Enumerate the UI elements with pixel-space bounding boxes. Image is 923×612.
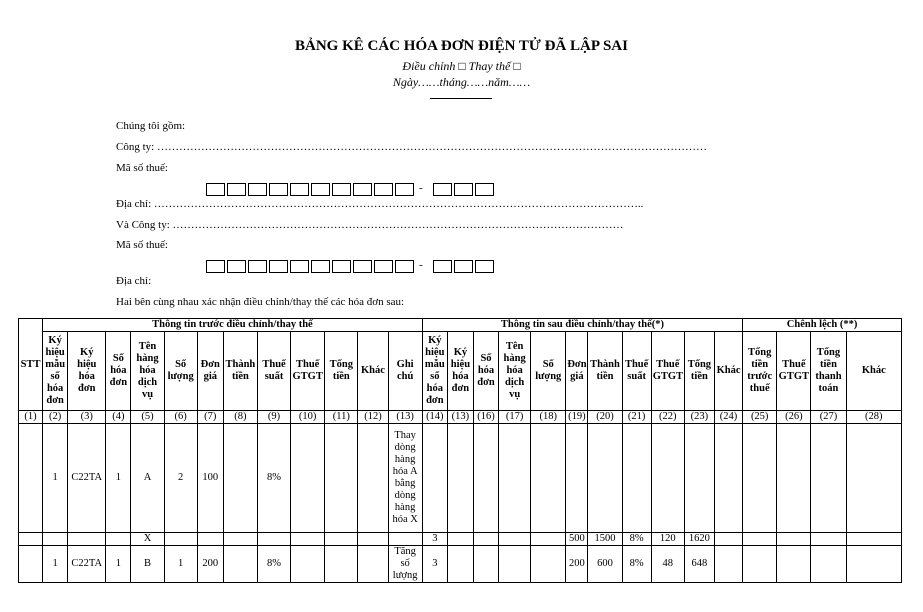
table-cell: 1 [43, 424, 68, 533]
tax-code-branch-boxes-a[interactable] [433, 183, 496, 196]
table-cell [291, 533, 325, 546]
column-header: Thuế GTGT [651, 332, 684, 411]
table-cell: 120 [651, 533, 684, 546]
column-header: Ký hiệu hóa đơn [68, 332, 106, 411]
column-header: Khác [358, 332, 388, 411]
address-a-line[interactable]: Địa chỉ: …………………………………………………………………………………………………………………….. [116, 198, 644, 210]
column-number-cell: (22) [651, 411, 684, 424]
table-cell [622, 424, 651, 533]
table-cell [811, 546, 846, 583]
table-cell [714, 533, 742, 546]
table-body [19, 411, 902, 583]
column-number-cell: (7) [197, 411, 223, 424]
table-cell: 8% [622, 533, 651, 546]
table-cell [291, 546, 325, 583]
table-cell [106, 533, 131, 546]
table-cell: 2 [164, 424, 197, 533]
column-header: Thành tiền [588, 332, 622, 411]
table-cell: 8% [257, 424, 290, 533]
column-number-cell: (13) [447, 411, 473, 424]
table-cell [743, 533, 777, 546]
tax-code-boxes-a[interactable] [206, 183, 416, 196]
table-cell: X [131, 533, 164, 546]
column-number-cell: (24) [714, 411, 742, 424]
table-cell [257, 533, 290, 546]
table-cell [777, 546, 811, 583]
table-cell: 48 [651, 546, 684, 583]
agreement-text: Hai bên cùng nhau xác nhận điều chỉnh/thay thế các hóa đơn sau: [116, 296, 405, 308]
column-header: Tên hàng hóa dịch vụ [499, 332, 531, 411]
table-row [19, 546, 902, 583]
table-cell: 8% [622, 546, 651, 583]
table-cell [291, 424, 325, 533]
table-cell [388, 533, 422, 546]
column-number-cell: (11) [325, 411, 358, 424]
company-b-line[interactable]: Và Công ty: …………………………………………………………………………………………………………… [116, 219, 624, 231]
table-cell [223, 533, 257, 546]
table-cell [811, 424, 846, 533]
table-cell: 1 [43, 546, 68, 583]
table-cell: B [131, 546, 164, 583]
table-cell: 3 [422, 546, 447, 583]
column-header: Đơn giá [566, 332, 588, 411]
table-cell [19, 533, 43, 546]
table-row [19, 424, 902, 533]
column-header: Thuế suất [622, 332, 651, 411]
column-number-cell: (26) [777, 411, 811, 424]
table-cell [325, 546, 358, 583]
column-header: Tổng tiền [684, 332, 714, 411]
table-cell [422, 424, 447, 533]
table-cell [499, 424, 531, 533]
table-cell: 100 [197, 424, 223, 533]
table-cell: 1 [106, 546, 131, 583]
column-header: Ký hiệu hóa đơn [447, 332, 473, 411]
table-cell [473, 424, 498, 533]
table-cell [531, 424, 566, 533]
column-number-cell: (23) [684, 411, 714, 424]
table-cell: 200 [197, 546, 223, 583]
column-number-cell: (2) [43, 411, 68, 424]
table-cell [358, 533, 388, 546]
column-number-cell: (17) [499, 411, 531, 424]
table-cell [714, 546, 742, 583]
column-number-cell: (16) [473, 411, 498, 424]
table-cell [651, 424, 684, 533]
table-cell [197, 533, 223, 546]
table-cell [43, 533, 68, 546]
table-cell [447, 546, 473, 583]
table-cell [358, 424, 388, 533]
column-number-cell: (8) [223, 411, 257, 424]
table-cell [811, 533, 846, 546]
column-number-cell: (21) [622, 411, 651, 424]
company-a-line[interactable]: Công ty: …………………………………………………………………………………………………………………………………… [116, 141, 707, 153]
table-cell [777, 533, 811, 546]
column-header: Tổng tiền trước thuế [743, 332, 777, 411]
column-header: Ghi chú [388, 332, 422, 411]
table-cell [164, 533, 197, 546]
table-cell [358, 546, 388, 583]
tax-code-dash-b: - [419, 259, 423, 271]
table-cell: 8% [257, 546, 290, 583]
column-number-cell: (6) [164, 411, 197, 424]
table-cell [223, 546, 257, 583]
column-number-cell: (3) [68, 411, 106, 424]
column-number-cell: (18) [531, 411, 566, 424]
table-cell: 1 [106, 424, 131, 533]
table-cell [714, 424, 742, 533]
table-cell: A [131, 424, 164, 533]
column-number-cell: (5) [131, 411, 164, 424]
table-cell [447, 424, 473, 533]
column-header: Ký hiệu mẫu số hóa đơn [43, 332, 68, 411]
table-cell: 200 [566, 546, 588, 583]
table-cell: Thay dòng hàng hóa A bằng dòng hàng hóa X [388, 424, 422, 533]
column-number-cell: (20) [588, 411, 622, 424]
table-cell [743, 546, 777, 583]
address-b-line[interactable]: Địa chỉ: [116, 275, 152, 287]
column-number-cell: (19) [566, 411, 588, 424]
table-cell [325, 424, 358, 533]
tax-code-boxes-b[interactable] [206, 260, 416, 273]
stt-header: STT [19, 319, 43, 411]
column-header: Ký hiệu mẫu số hóa đơn [422, 332, 447, 411]
tax-code-branch-boxes-b[interactable] [433, 260, 496, 273]
column-number-cell: (10) [291, 411, 325, 424]
table-cell [499, 546, 531, 583]
table-cell: 600 [588, 546, 622, 583]
column-header: Khác [846, 332, 901, 411]
column-header: Số hóa đơn [106, 332, 131, 411]
table-cell [588, 424, 622, 533]
table-cell: Tăng số lượng [388, 546, 422, 583]
column-header: Số lượng [531, 332, 566, 411]
table-cell: C22TA [68, 424, 106, 533]
table-cell [473, 546, 498, 583]
table-row [19, 533, 902, 546]
table-cell [743, 424, 777, 533]
column-number-cell: (14) [422, 411, 447, 424]
invoice-table [18, 318, 902, 583]
column-header: Thuế suất [257, 332, 290, 411]
column-header: Số lượng [164, 332, 197, 411]
column-number-row [19, 411, 902, 424]
column-header: Tổng tiền thanh toán [811, 332, 846, 411]
tax-code-dash-a: - [419, 182, 423, 194]
after-group-header: Thông tin sau điều chỉnh/thay thế(*) [422, 319, 742, 332]
column-number-cell: (25) [743, 411, 777, 424]
title-underline [430, 98, 492, 99]
table-cell: 1620 [684, 533, 714, 546]
table-cell [223, 424, 257, 533]
column-header: Thuế GTGT [291, 332, 325, 411]
document-title: BẢNG KÊ CÁC HÓA ĐƠN ĐIỆN TỬ ĐÃ LẬP SAI [295, 38, 628, 54]
column-number-cell: (1) [19, 411, 43, 424]
table-cell [846, 424, 901, 533]
column-header: Tổng tiền [325, 332, 358, 411]
table-cell: 1500 [588, 533, 622, 546]
table-cell [531, 546, 566, 583]
table-cell [325, 533, 358, 546]
column-header: Số hóa đơn [473, 332, 498, 411]
column-number-cell: (28) [846, 411, 901, 424]
table-cell: 500 [566, 533, 588, 546]
table-cell: 1 [164, 546, 197, 583]
table-cell: C22TA [68, 546, 106, 583]
table-cell [846, 546, 901, 583]
table-cell [846, 533, 901, 546]
column-header: Đơn giá [197, 332, 223, 411]
document-dateline: Ngày……tháng……năm…… [392, 75, 531, 89]
table-cell [447, 533, 473, 546]
table-cell: 648 [684, 546, 714, 583]
intro-text: Chúng tôi gồm: [116, 120, 186, 132]
table-cell [777, 424, 811, 533]
table-cell [566, 424, 588, 533]
column-header: Thuế GTGT [777, 332, 811, 411]
column-number-cell: (9) [257, 411, 290, 424]
column-number-cell: (12) [358, 411, 388, 424]
table-cell: 3 [422, 533, 447, 546]
column-header: Thành tiền [223, 332, 257, 411]
column-header: Khác [714, 332, 742, 411]
table-cell [19, 546, 43, 583]
document-subtitle: Điều chỉnh □ Thay thế □ [402, 59, 521, 73]
table-cell [499, 533, 531, 546]
column-header: Tên hàng hóa dịch vụ [131, 332, 164, 411]
table-cell [684, 424, 714, 533]
tax-code-label-b: Mã số thuế: [116, 239, 168, 251]
column-number-cell: (27) [811, 411, 846, 424]
before-group-header: Thông tin trước điều chỉnh/thay thế [43, 319, 423, 332]
diff-group-header: Chênh lệch (**) [743, 319, 902, 332]
table-cell [473, 533, 498, 546]
tax-code-label-a: Mã số thuế: [116, 162, 168, 174]
table-cell [531, 533, 566, 546]
column-number-cell: (4) [106, 411, 131, 424]
table-cell [68, 533, 106, 546]
column-number-cell: (13) [388, 411, 422, 424]
table-cell [19, 424, 43, 533]
